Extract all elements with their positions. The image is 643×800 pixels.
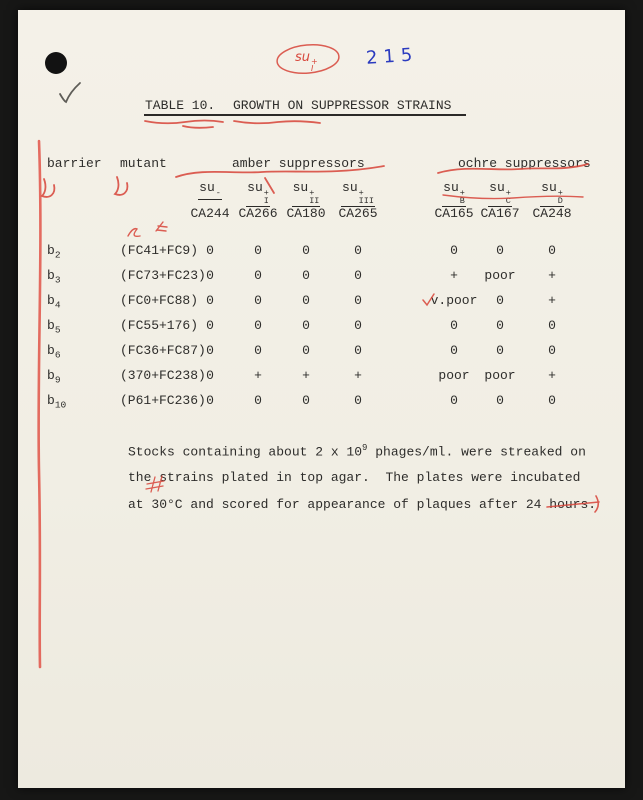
page-number-annotation: 215 (365, 44, 420, 69)
value-cell: 0 (302, 343, 310, 358)
value-cell: + (548, 268, 556, 283)
footnote-line-3: at 30°C and scored for appearance of plaques after 24 hours. (128, 497, 597, 512)
pencil-check-annotation (60, 83, 80, 102)
barrier-cell: $b_3$ (47, 268, 61, 286)
value-cell: 0 (206, 343, 214, 358)
value-cell: 0 (254, 293, 262, 308)
barrier-cell: $b_{10}$ (47, 393, 67, 411)
barrier-cell: $b_6$ (47, 343, 61, 361)
value-cell: 0 (302, 393, 310, 408)
value-cell: 0 (548, 343, 556, 358)
table-row (18, 243, 625, 265)
value-cell: 0 (354, 243, 362, 258)
value-cell: 0 (496, 293, 504, 308)
mutant-cell: (FC73+FC23) (120, 268, 206, 283)
footnote-line-2: the strains plated in top agar. The plates were incubated (128, 470, 581, 485)
mutant-cell: (FC36+FC87) (120, 343, 206, 358)
value-cell: 0 (354, 318, 362, 333)
value-cell: 0 (206, 318, 214, 333)
value-cell: + (302, 368, 310, 383)
value-cell: poor (484, 268, 516, 283)
table-group-header-row (18, 156, 625, 178)
exponent: 9 (362, 443, 368, 453)
su-header-row (18, 180, 625, 206)
value-cell: 0 (302, 243, 310, 258)
su-header: su + II (292, 180, 320, 206)
value-cell: + (548, 368, 556, 383)
mutant-header: mutant (120, 156, 167, 171)
barrier-cell: $b_9$ (47, 368, 61, 386)
table-row (18, 368, 625, 390)
circled-su-sub: I (311, 64, 314, 73)
value-cell: 0 (302, 318, 310, 333)
red-underline-annotation (145, 121, 223, 124)
circled-su-base: su (295, 50, 311, 65)
ochre-suppressors-header: ochre suppressors (458, 156, 591, 171)
value-cell: 0 (206, 293, 214, 308)
value-cell: 0 (354, 393, 362, 408)
su-header: su + D (541, 180, 563, 206)
circled-su-sup: + (311, 57, 318, 66)
strain-header-row (18, 206, 625, 228)
value-cell: 0 (450, 318, 458, 333)
red-underline-annotation (234, 121, 320, 123)
value-cell: 0 (206, 243, 214, 258)
su-header: su + B (443, 180, 465, 206)
table-label: TABLE 10. (145, 98, 216, 113)
value-cell: 0 (206, 368, 214, 383)
value-cell: 0 (354, 293, 362, 308)
footnote-line-1: Stocks containing about 2 x $10^9$ phages/ml. were streaked on (128, 443, 586, 460)
value-cell: 0 (450, 343, 458, 358)
hole-punch (45, 52, 67, 74)
barrier-cell: $b_4$ (47, 293, 61, 311)
value-cell: 0 (548, 243, 556, 258)
barrier-header: barrier (47, 156, 102, 171)
value-cell: 0 (450, 243, 458, 258)
value-cell: 0 (206, 393, 214, 408)
value-cell: 0 (450, 393, 458, 408)
mutant-cell: (P61+FC236) (120, 393, 206, 408)
value-cell: 0 (302, 268, 310, 283)
red-underline-annotation (183, 126, 213, 128)
strain-header: CA248 (532, 206, 572, 221)
strain-header: CA266 (238, 206, 278, 221)
scribble-annotation (128, 229, 140, 237)
paper-sheet (18, 10, 625, 788)
mutant-cell: (FC41+FC9) (120, 243, 199, 258)
strain-header: CA167 (480, 206, 520, 221)
value-cell: 0 (254, 268, 262, 283)
mutant-cell: (370+FC238) (120, 368, 206, 383)
value-cell: 0 (206, 268, 214, 283)
value-cell: v.poor (430, 293, 478, 308)
strain-header: CA180 (286, 206, 326, 221)
value-cell: 0 (548, 393, 556, 408)
amber-suppressors-header: amber suppressors (232, 156, 365, 171)
value-cell: poor (438, 368, 470, 383)
circled-su-annotation (295, 50, 318, 72)
su-header: su + C (489, 180, 511, 206)
value-cell: + (354, 368, 362, 383)
value-cell: 0 (496, 318, 504, 333)
table-row (18, 268, 625, 290)
su-header: su + I (247, 180, 269, 206)
value-cell: + (254, 368, 262, 383)
table-row (18, 293, 625, 315)
mutant-cell: (FC55+176) (120, 318, 199, 333)
barrier-cell: $b_2$ (47, 243, 61, 261)
table-row (18, 393, 625, 415)
value-cell: 0 (254, 243, 262, 258)
page-title: GROWTH ON SUPPRESSOR STRAINS (233, 98, 452, 113)
value-cell: 0 (254, 393, 262, 408)
barrier-cell: $b_5$ (47, 318, 61, 336)
strain-header: CA244 (190, 206, 230, 221)
table-row (18, 343, 625, 365)
value-cell: 0 (354, 268, 362, 283)
value-cell: 0 (496, 243, 504, 258)
su-header: su + III (342, 180, 374, 206)
value-cell: 0 (496, 393, 504, 408)
su-header: su - (199, 180, 221, 198)
value-cell: 0 (354, 343, 362, 358)
value-cell: poor (484, 368, 516, 383)
strain-header: CA265 (338, 206, 378, 221)
value-cell: 0 (302, 293, 310, 308)
value-cell: + (450, 268, 458, 283)
mutant-cell: (FC0+FC88) (120, 293, 199, 308)
value-cell: 0 (548, 318, 556, 333)
table-row (18, 318, 625, 340)
strain-header: CA165 (434, 206, 474, 221)
value-cell: 0 (496, 343, 504, 358)
title-underline (144, 114, 466, 116)
value-cell: 0 (254, 318, 262, 333)
value-cell: 0 (254, 343, 262, 358)
value-cell: + (548, 293, 556, 308)
